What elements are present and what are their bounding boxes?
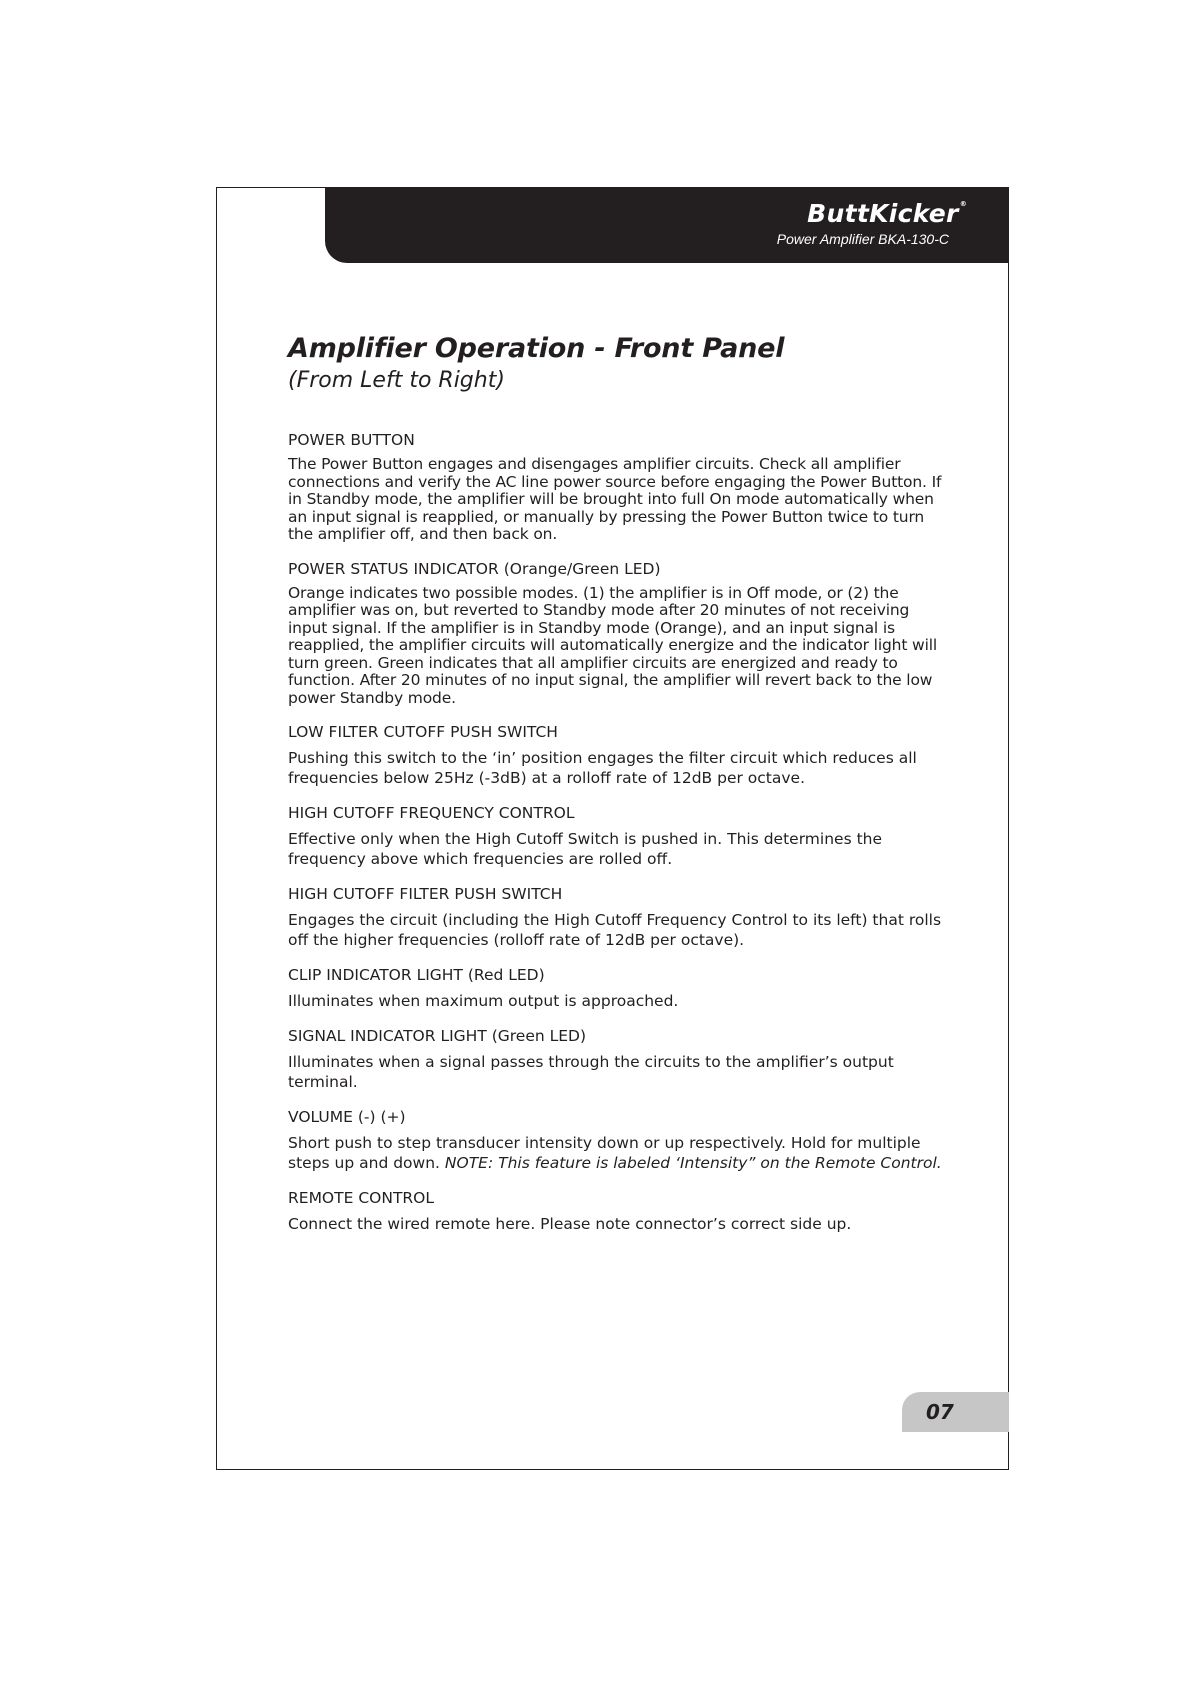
section-body: Pushing this switch to the ‘in’ position engages the filter circuit which reduces all frequencies below 25Hz (-3dB) at a rolloff rate of 12dB per octave. — [288, 749, 917, 787]
section-heading: HIGH CUTOFF FILTER PUSH SWITCH — [288, 885, 563, 903]
page-subtitle: (From Left to Right) — [288, 368, 505, 393]
header-bar — [325, 187, 1009, 263]
section-remote-control — [288, 1188, 942, 1234]
section-heading: POWER BUTTON — [288, 431, 415, 449]
content — [288, 332, 942, 1249]
registered-mark: ® — [959, 200, 967, 208]
section-body: The Power Button engages and disengages amplifier circuits. Check all amplifier connections and verify the AC line power source before engaging the Power Button. If in Standby mode, the amplifier will be brought into full On mode automatically when an input signal is reapplied, or manually by pressing the Power Button twice to turn the amplifier off, and then back on. — [288, 455, 942, 543]
section-heading: LOW FILTER CUTOFF PUSH SWITCH — [288, 723, 558, 741]
section-heading: VOLUME (-) (+) — [288, 1108, 406, 1126]
section-body — [288, 1133, 942, 1173]
brand-logo — [807, 201, 967, 226]
section-body: Engages the circuit (including the High Cutoff Frequency Control to its left) that rolls off the higher frequencies (rolloff rate of 12dB per octave). — [288, 911, 942, 949]
section-heading: HIGH CUTOFF FREQUENCY CONTROL — [288, 804, 575, 822]
section-note: NOTE: This feature is labeled ‘Intensity” on the Remote Control. — [444, 1154, 942, 1172]
section-high-cutoff-frequency — [288, 803, 942, 869]
section-body: Orange indicates two possible modes. (1) the amplifier is in Off mode, or (2) the amplifier was on, but reverted to Standby mode after 20 minutes of not receiving input signal. If the amplifier is in Standby mode (Orange), and an input signal is reapplied, the amplifier circuits will automatically energize and the indicator light will turn green. Green indicates that all amplifier circuits are energized and ready to function. After 20 minutes of no input signal, the amplifier will revert back to the low power Standby mode. — [288, 583, 938, 707]
section-body: Illuminates when a signal passes through the circuits to the amplifier’s output terminal. — [288, 1053, 894, 1091]
section-heading: SIGNAL INDICATOR LIGHT (Green LED) — [288, 1027, 587, 1045]
page-number-tab — [902, 1392, 1009, 1432]
section-signal-indicator — [288, 1026, 942, 1092]
page-title: Amplifier Operation - Front Panel — [288, 333, 785, 364]
section-body: Connect the wired remote here. Please note connector’s correct side up. — [288, 1215, 852, 1233]
section-volume — [288, 1107, 942, 1173]
sections — [288, 430, 942, 1234]
section-clip-indicator — [288, 965, 942, 1011]
header-subtitle: Power Amplifier BKA-130-C — [776, 231, 949, 247]
section-body-text: Short push to step transducer intensity down or up respectively. Hold for multiple steps up and down. — [288, 1134, 921, 1172]
section-power-status-indicator — [288, 559, 942, 708]
section-high-cutoff-filter — [288, 884, 942, 950]
brand-name: ButtKicker — [807, 199, 959, 228]
section-body: Illuminates when maximum output is approached. — [288, 992, 679, 1010]
section-heading: REMOTE CONTROL — [288, 1189, 435, 1207]
section-heading: POWER STATUS INDICATOR (Orange/Green LED) — [288, 559, 661, 578]
section-heading: CLIP INDICATOR LIGHT (Red LED) — [288, 966, 545, 984]
page-number: 07 — [926, 1400, 954, 1424]
section-low-filter-cutoff — [288, 722, 942, 788]
section-body: Effective only when the High Cutoff Switch is pushed in. This determines the frequency above which frequencies are rolled off. — [288, 830, 883, 868]
section-power-button — [288, 430, 942, 544]
